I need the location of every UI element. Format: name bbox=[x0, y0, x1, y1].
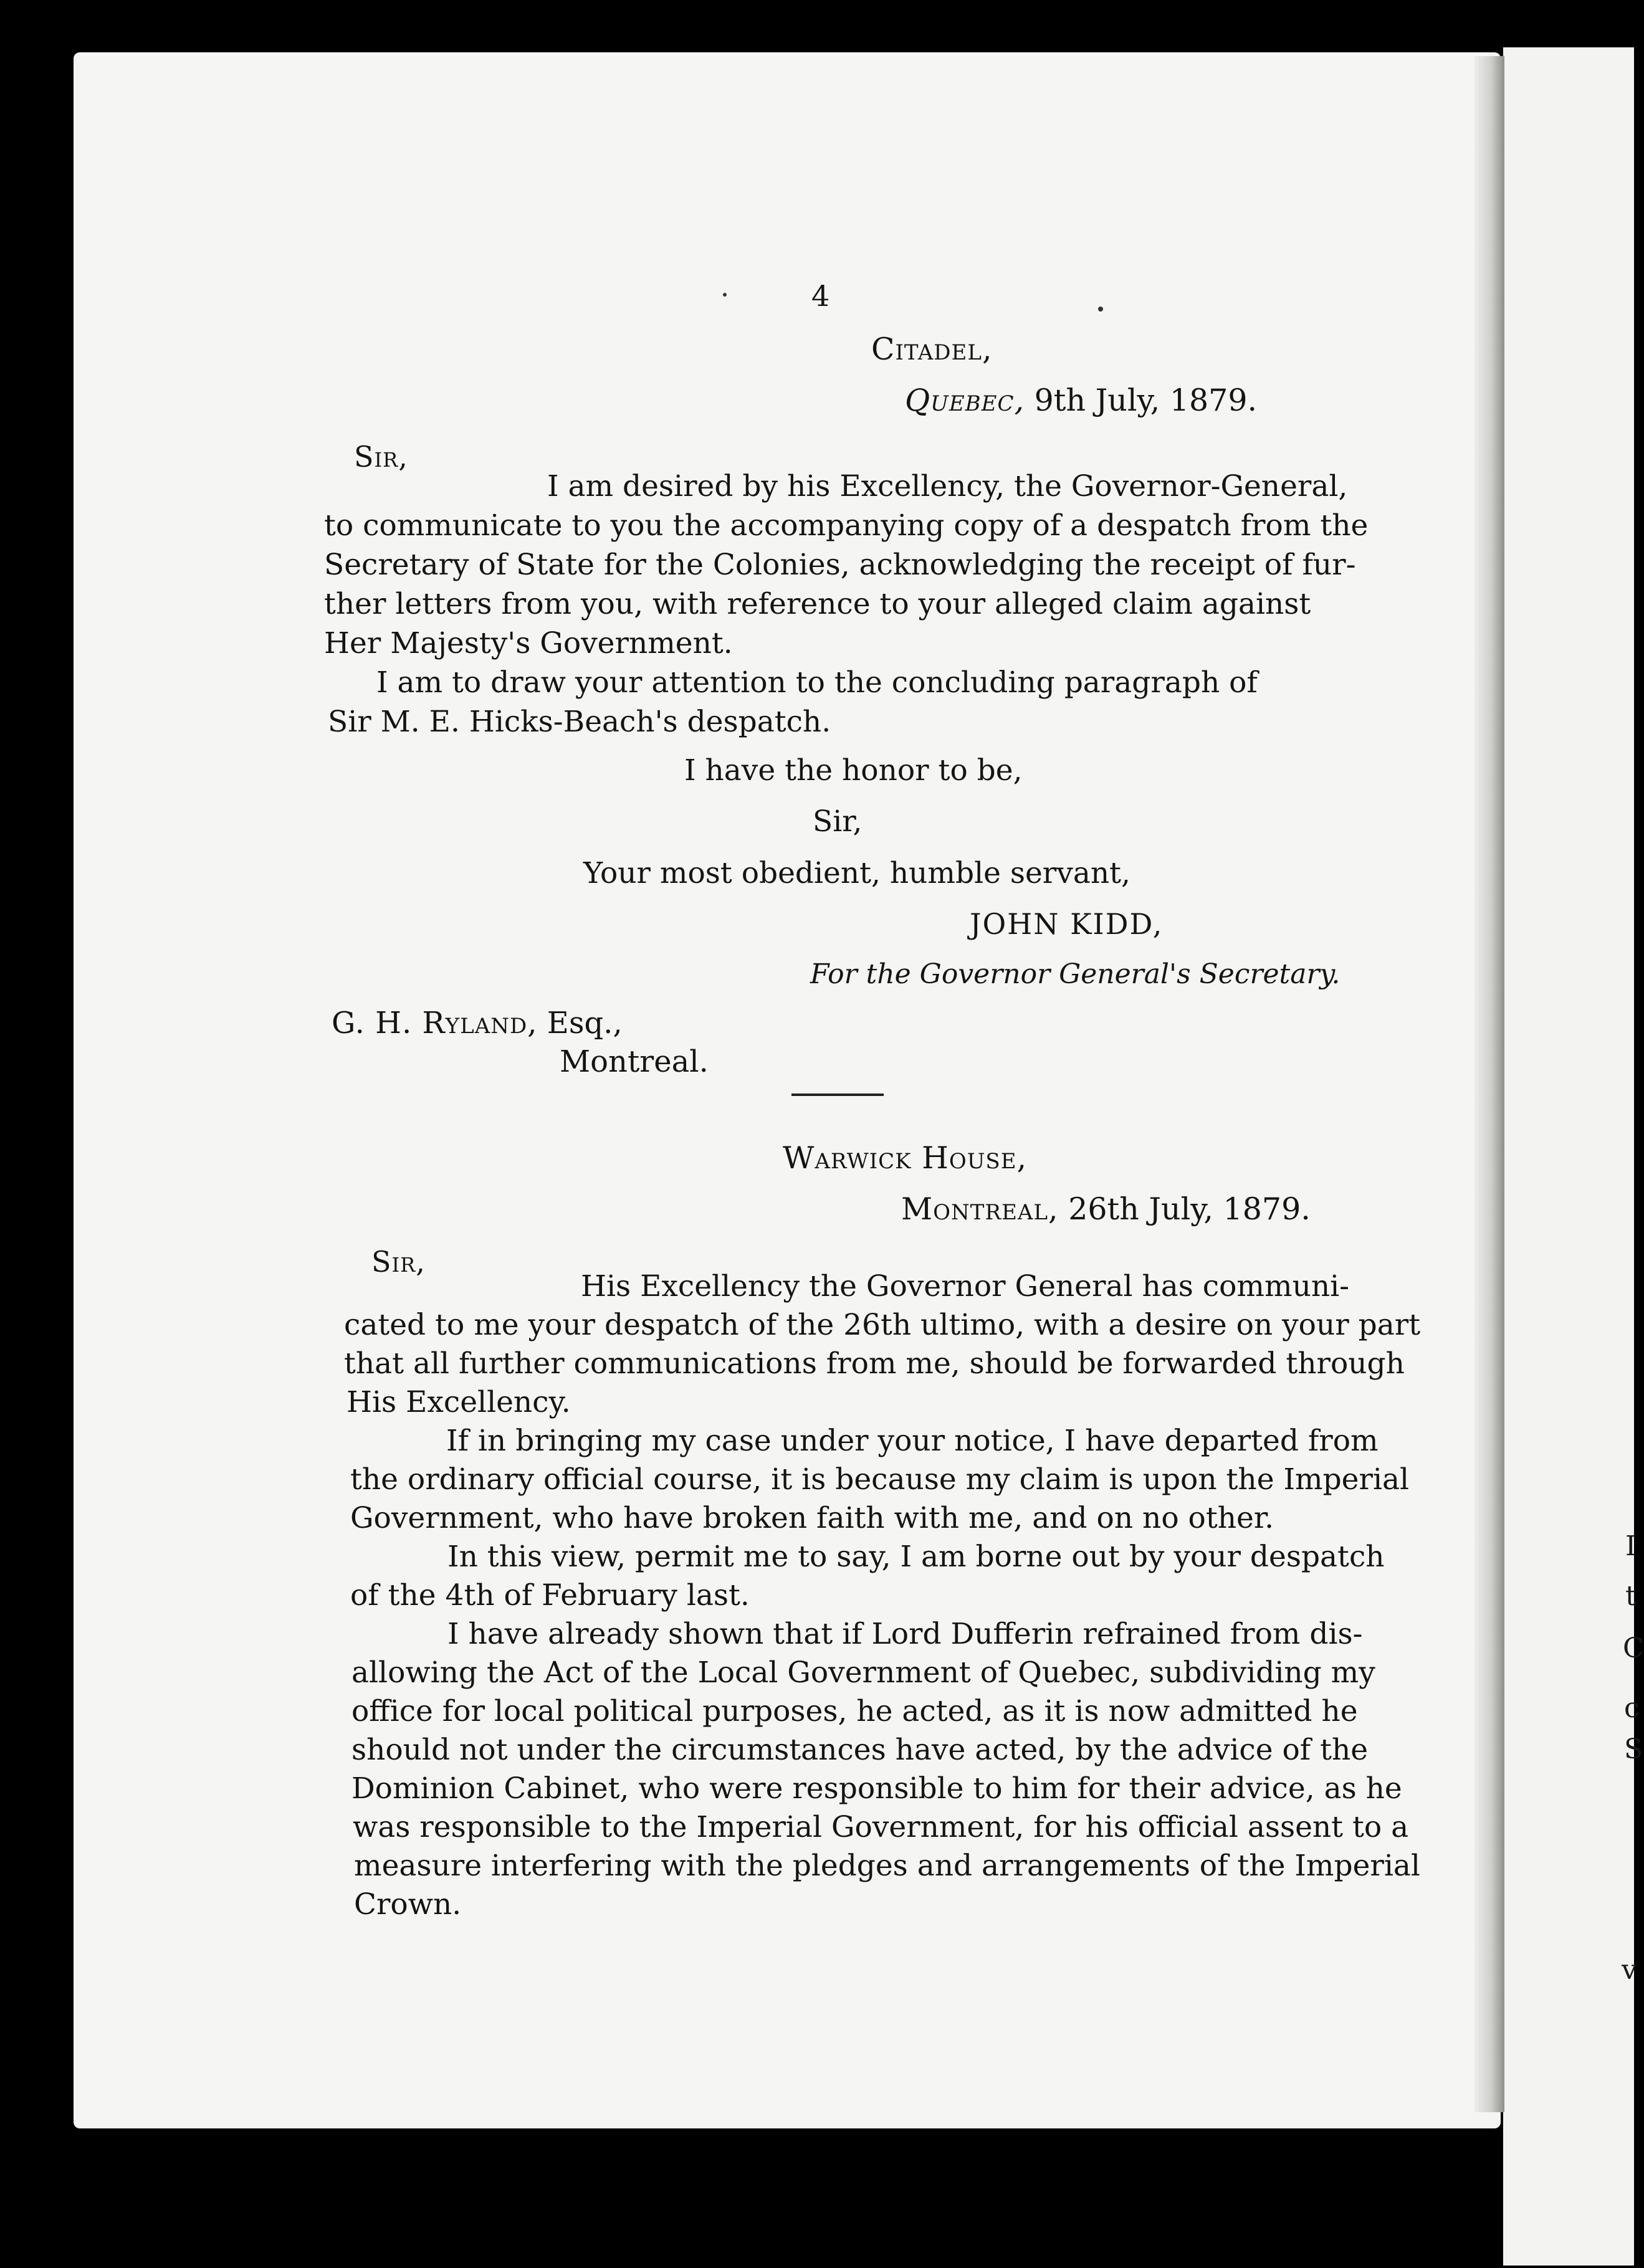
letter2-body-line: I have already shown that if Lord Dufferin refrained from dis- bbox=[447, 1617, 1363, 1651]
adjacent-page-fragment: c bbox=[1624, 1692, 1640, 1724]
section-divider bbox=[791, 1094, 884, 1096]
letter2-body-line: If in bringing my case under your notice, I have departed from bbox=[446, 1424, 1379, 1458]
letter1-addressee-name: G. H. Ryland, bbox=[332, 1006, 538, 1041]
letter1-closing: Sir, bbox=[813, 804, 863, 839]
adjacent-page-fragment: I bbox=[1625, 1530, 1637, 1562]
letter2-body-line: measure interfering with the pledges and arrangements of the Imperial bbox=[354, 1849, 1420, 1883]
letter2-dateline bbox=[901, 1191, 1311, 1227]
letter1-addressee bbox=[332, 1006, 623, 1041]
letter1-dateline bbox=[905, 383, 1257, 418]
adjacent-page bbox=[1503, 47, 1644, 2266]
letter1-place: Citadel, bbox=[871, 331, 993, 367]
letter1-body-line: ther letters from you, with reference to your alleged claim against bbox=[324, 587, 1311, 621]
letter1-addressee-suffix: Esq., bbox=[547, 1006, 623, 1041]
letter1-body-line: to communicate to you the accompanying copy of a despatch from the bbox=[324, 508, 1369, 543]
page-number: 4 bbox=[811, 279, 830, 313]
letter2-body-line: Crown. bbox=[354, 1887, 462, 1922]
letter1-body-line: Her Majesty's Government. bbox=[324, 626, 733, 660]
adjacent-page-fragment: v bbox=[1622, 1954, 1637, 1986]
letter2-body-line: His Excellency. bbox=[346, 1385, 571, 1419]
letter1-closing: Your most obedient, humble servant, bbox=[583, 856, 1130, 890]
adjacent-page-fragment: C bbox=[1623, 1632, 1644, 1664]
letter2-date: 26th July, 1879. bbox=[1068, 1191, 1311, 1227]
letter2-body-line: His Excellency the Governor General has communi- bbox=[581, 1269, 1350, 1303]
letter1-body-line: I am desired by his Excellency, the Governor-General, bbox=[547, 469, 1348, 503]
letter1-addressee-city: Montreal. bbox=[560, 1044, 709, 1079]
letter2-body-line: that all further communications from me, should be forwarded through bbox=[344, 1346, 1405, 1381]
letter2-body-line: office for local political purposes, he acted, as it is now admitted he bbox=[351, 1694, 1358, 1728]
adjacent-page-fragment: S bbox=[1624, 1733, 1643, 1765]
page-gutter-shadow bbox=[1474, 56, 1504, 2112]
letter2-body-line: of the 4th of February last. bbox=[350, 1578, 750, 1613]
letter1-date: 9th July, 1879. bbox=[1034, 383, 1258, 418]
print-speck bbox=[723, 293, 727, 297]
letter2-salutation: Sir, bbox=[371, 1245, 426, 1279]
letter2-place: Warwick House, bbox=[783, 1140, 1028, 1176]
adjacent-page-fragment: t bbox=[1625, 1580, 1637, 1612]
letter1-signature-title: For the Governor General's Secretary. bbox=[810, 958, 1341, 990]
letter2-body-line: the ordinary official course, it is because my claim is upon the Imperial bbox=[350, 1462, 1410, 1497]
letter1-signature: JOHN KIDD, bbox=[970, 907, 1164, 941]
letter2-body-line: Government, who have broken faith with me, and on no other. bbox=[350, 1501, 1274, 1535]
letter1-body-line: I am to draw your attention to the concluding paragraph of bbox=[376, 665, 1258, 700]
letter2-body-line: allowing the Act of the Local Government of Quebec, subdividing my bbox=[351, 1656, 1375, 1690]
letter1-body-line: Sir M. E. Hicks-Beach's despatch. bbox=[328, 705, 831, 739]
letter2-body-line: Dominion Cabinet, who were responsible to him for their advice, as he bbox=[351, 1771, 1402, 1806]
letter2-body-line: was responsible to the Imperial Government, for his official assent to a bbox=[353, 1810, 1409, 1844]
letter2-body-line: should not under the circumstances have acted, by the advice of the bbox=[351, 1733, 1369, 1767]
letter1-salutation: Sir, bbox=[354, 440, 408, 474]
print-speck bbox=[1098, 307, 1103, 312]
letter1-city: Quebec, bbox=[905, 383, 1025, 418]
letter1-closing: I have the honor to be, bbox=[684, 753, 1023, 788]
letter1-body-line: Secretary of State for the Colonies, acknowledging the receipt of fur- bbox=[324, 548, 1356, 582]
letter2-body-line: cated to me your despatch of the 26th ultimo, with a desire on your part bbox=[344, 1308, 1421, 1342]
letter2-body-line: In this view, permit me to say, I am borne out by your despatch bbox=[447, 1540, 1385, 1574]
letter2-city: Montreal, bbox=[901, 1191, 1059, 1227]
